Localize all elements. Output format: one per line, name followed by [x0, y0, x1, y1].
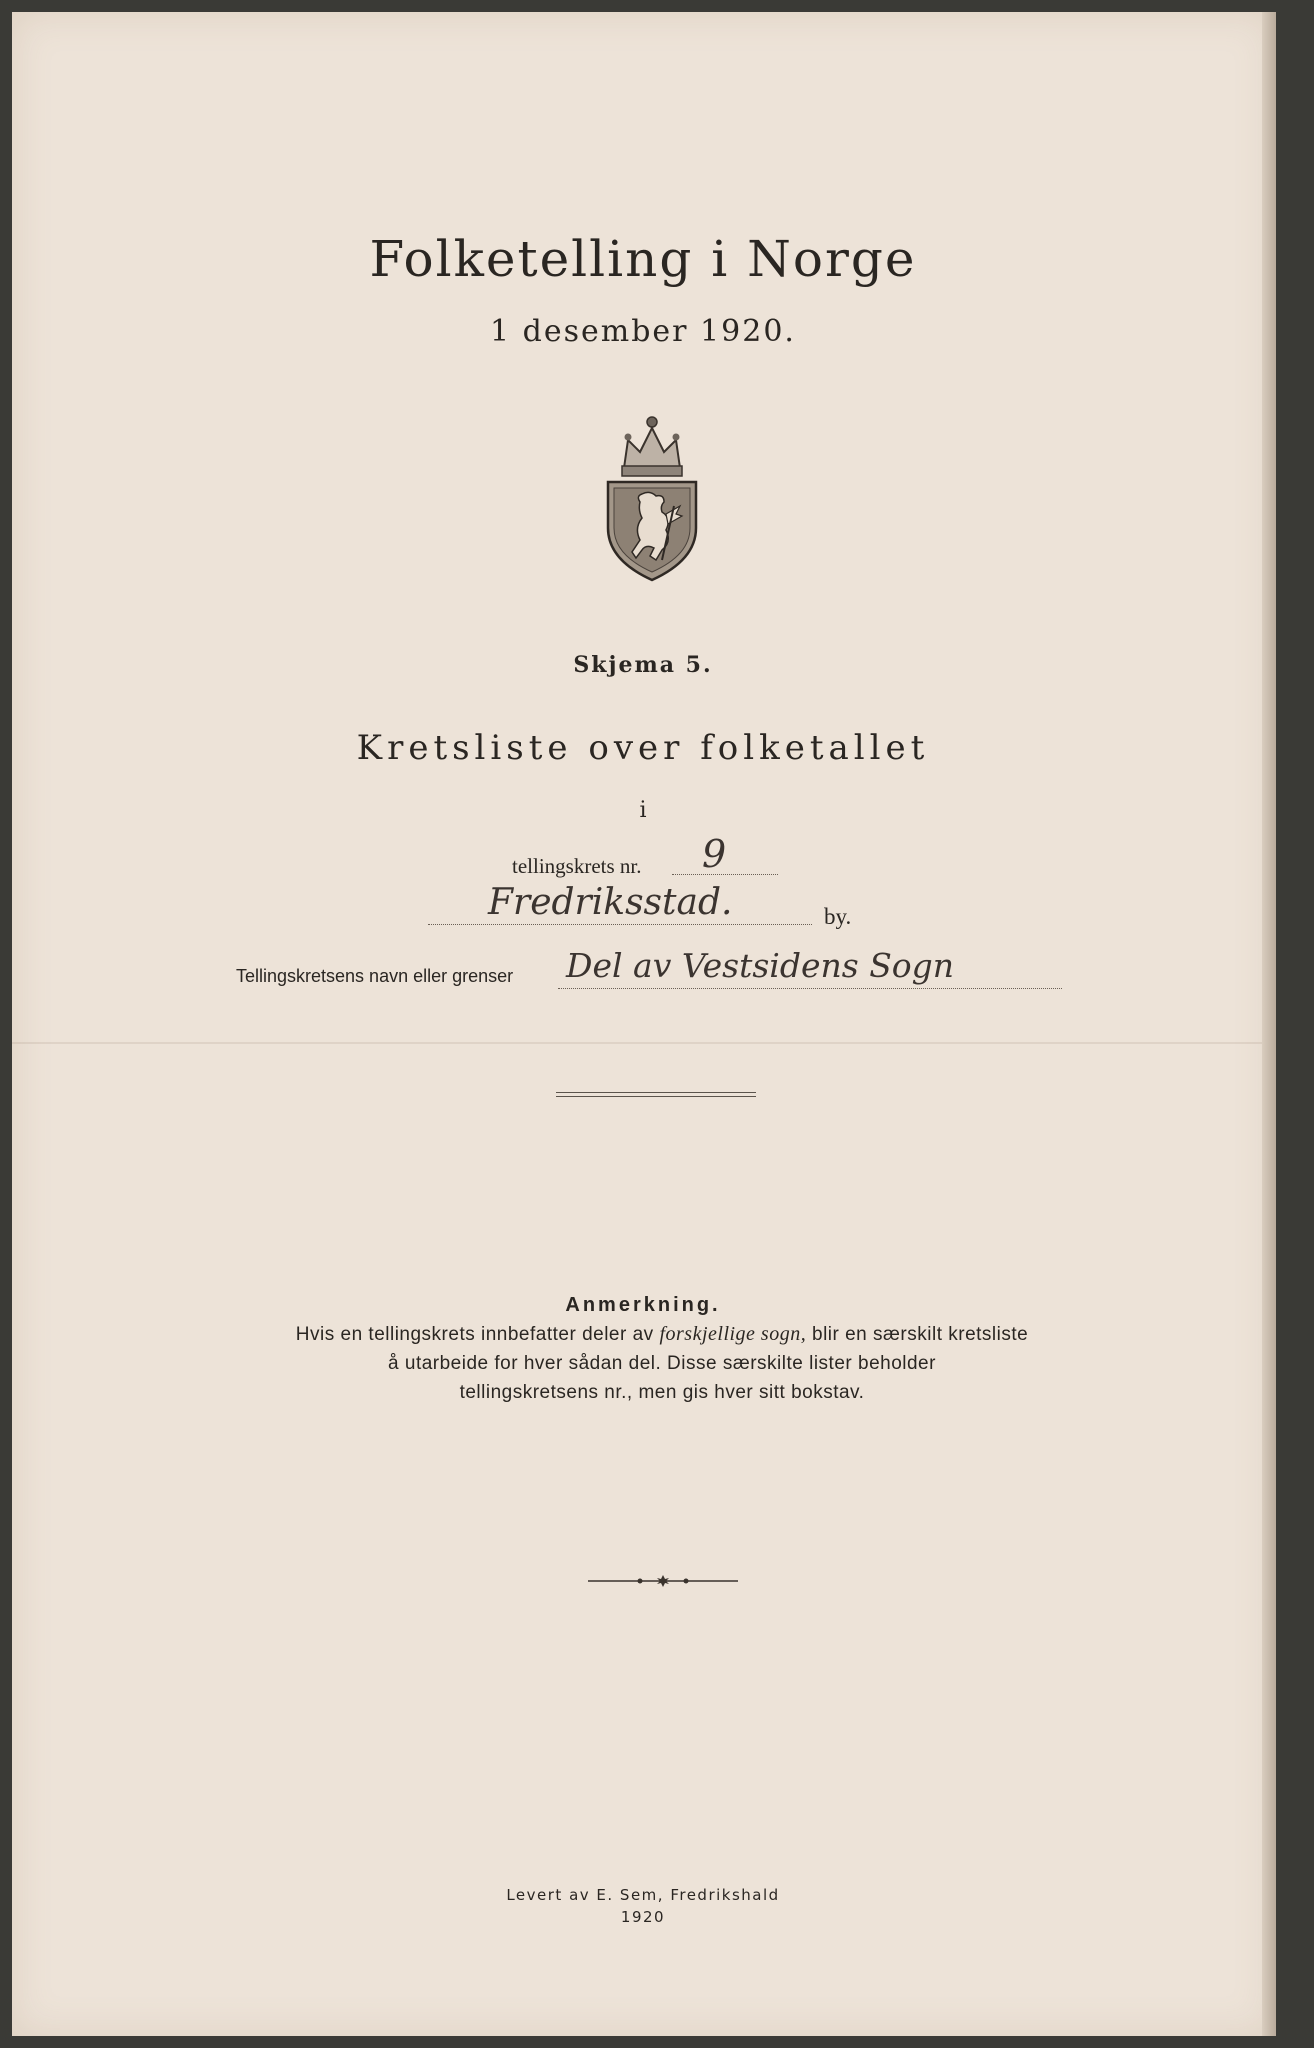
note-line-2: å utarbeide for hver sådan del. Disse særskilte lister beholder [388, 1353, 936, 1374]
district-number-value: 9 [702, 832, 727, 876]
note-line-1-start: Hvis en tellingskrets innbefatter deler av [295, 1324, 660, 1345]
boundaries-line [558, 988, 1062, 989]
note-line-1-end: blir en særskilt kretsliste [806, 1324, 1029, 1345]
boundaries-value: Del av Vestsidens Sogn [566, 946, 955, 985]
town-line [428, 924, 812, 925]
boundaries-label: Tellingskretsens navn eller grenser [236, 966, 514, 986]
note-body [262, 1320, 1062, 1407]
note-line-1-italic: forskjellige sogn, [659, 1323, 807, 1345]
ornament-divider-icon [588, 1574, 738, 1588]
printer-footer [12, 1884, 1274, 1928]
norwegian-coat-of-arms-icon [602, 410, 702, 582]
town-value: Fredriksstad. [488, 882, 733, 923]
note-heading: Anmerkning. [565, 1294, 721, 1316]
connector-text: i [639, 798, 647, 823]
page-title: Folketelling i Norge [369, 230, 917, 288]
divider-rule [556, 1092, 756, 1093]
district-number-label: tellingskrets nr. [512, 854, 642, 878]
page-edge [1262, 12, 1276, 2036]
note-line-1 [262, 1320, 1062, 1349]
printer-year: 1920 [620, 1908, 666, 1926]
town-suffix: by. [824, 904, 852, 929]
schema-number: Skjema 5. [573, 652, 713, 678]
divider-rule-thin [556, 1096, 756, 1097]
census-form-page [12, 12, 1274, 2036]
form-heading: Kretsliste over folketallet [356, 728, 930, 768]
census-date: 1 desember 1920. [490, 314, 796, 349]
note-line-3: tellingskretsens nr., men gis hver sitt bokstav. [459, 1382, 865, 1403]
paper-fold [12, 1042, 1274, 1044]
printer-name: Levert av E. Sem, Fredrikshald [506, 1886, 780, 1904]
